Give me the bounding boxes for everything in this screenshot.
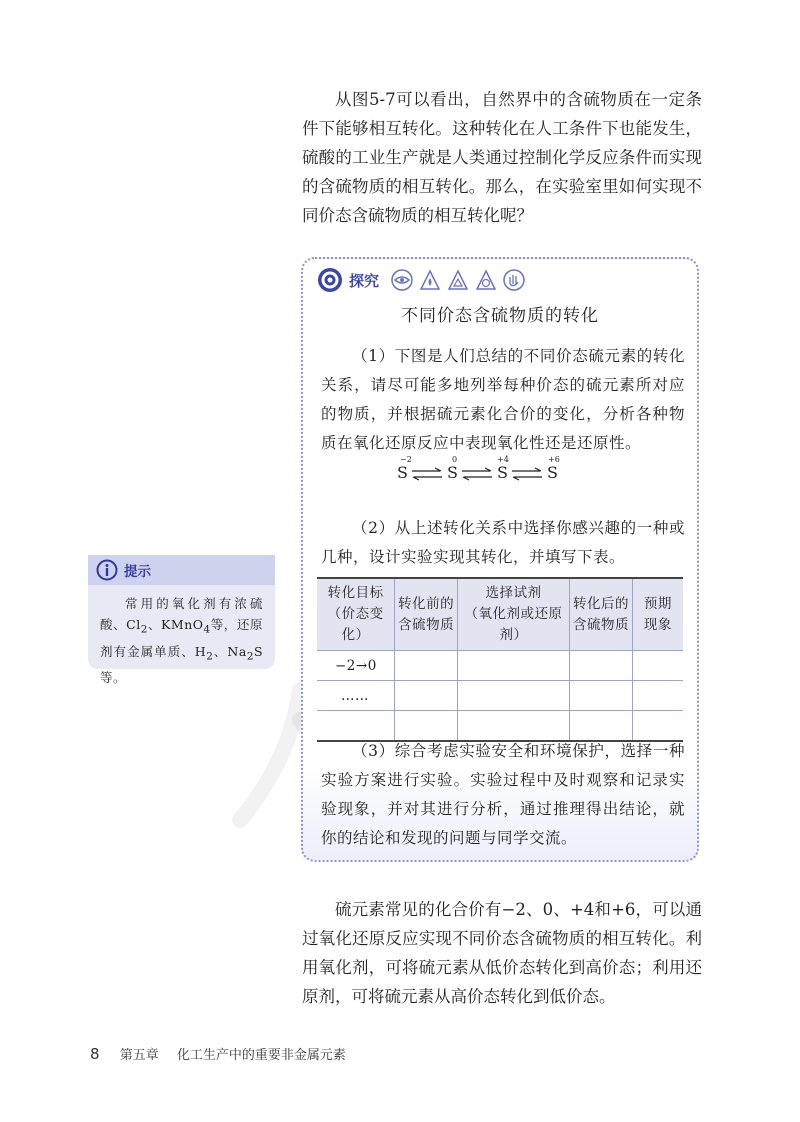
intro-paragraph: [302, 85, 702, 230]
sulfur-symbol: S: [397, 463, 408, 482]
page-number: 8: [90, 1045, 100, 1063]
header-reagent: 选择试剂 （氧化剂或还原剂）: [457, 578, 569, 651]
explore-title: 不同价态含硫物质的转化: [401, 306, 599, 326]
fire-hazard-icon: [447, 269, 469, 291]
sulfur-conversion-diagram: [397, 455, 567, 487]
step3-block: [321, 737, 685, 853]
table-row: [317, 681, 683, 711]
table-cell[interactable]: [457, 681, 569, 711]
info-icon: [96, 559, 118, 581]
valence-label: +4: [497, 455, 509, 464]
table-cell[interactable]: ……: [317, 681, 395, 711]
explore-header: [317, 267, 531, 293]
hint-text: 常用的氧化剂有浓硫酸、$Cl_2$、KMnO$_4$等，还原剂有金属单质、$H_2$、$Na_2S$等。: [100, 596, 264, 685]
ventilation-icon: [475, 269, 497, 291]
experiment-table: [317, 577, 683, 742]
summary-text: 硫元素常见的化合价有−2、0、+4和+6，可以通过氧化还原反应实现不同价态含硫物质的相互转化。利用氧化剂，可将硫元素从低价态转化到高价态；利用还原剂，可将硫元素从高价态转化到低价态。: [302, 900, 702, 1006]
step1-block: [321, 342, 685, 458]
hint-box: [88, 555, 275, 685]
page-footer: [90, 1044, 346, 1063]
step1-text: （1）下图是人们总结的不同价态硫元素的转化关系，请尽可能多地列举每种价态的硫元素所对应的物质，并根据硫元素化合价的变化，分析各种物质在氧化还原反应中表现氧化性还是还原性。: [321, 347, 685, 452]
table-cell[interactable]: −2→0: [317, 651, 395, 681]
table-cell[interactable]: [395, 651, 458, 681]
sulfur-symbol: S: [447, 463, 458, 482]
header-after: 转化后的 含硫物质: [570, 578, 633, 651]
sulfur-symbol: S: [547, 463, 558, 482]
table-cell[interactable]: [632, 681, 683, 711]
hand-washing-icon: [503, 269, 525, 291]
header-target: 转化目标 （价态变化）: [317, 578, 395, 651]
summary-paragraph: [302, 895, 702, 1011]
chapter-number: 第五章: [119, 1048, 159, 1063]
hint-label: 提示: [124, 564, 151, 580]
step3-text: （3）综合考虑实验安全和环境保护，选择一种实验方案进行实验。实验过程中及时观察和记录实验现象，并对其进行分析，通过推理得出结论，就你的结论和发现的问题与同学交流。: [321, 742, 685, 847]
table-header-row: [317, 578, 683, 651]
table-row: [317, 651, 683, 681]
header-before: 转化前的 含硫物质: [395, 578, 458, 651]
double-arrow-icon: [410, 467, 444, 481]
double-arrow-icon: [460, 467, 494, 481]
hint-header: [88, 555, 275, 585]
valence-label: 0: [452, 455, 458, 464]
heating-icon: [419, 269, 441, 291]
sulfur-symbol: S: [497, 463, 508, 482]
table-cell[interactable]: [457, 651, 569, 681]
table-cell[interactable]: [632, 651, 683, 681]
explore-box: [301, 257, 699, 862]
intro-text: 从图5-7可以看出，自然界中的含硫物质在一定条件下能够相互转化。这种转化在人工条件下也能发生，硫酸的工业生产就是人类通过控制化学反应条件而实现的含硫物质的相互转化。那么，在实验室里如何实现不同价态含硫物质的相互转化呢？: [302, 90, 702, 225]
target-icon: [317, 267, 343, 293]
header-phenomenon: 预期 现象: [632, 578, 683, 651]
step2-text: （2）从上述转化关系中选择你感兴趣的一种或几种，设计实验实现其转化，并填写下表。: [321, 519, 685, 566]
table-cell[interactable]: [570, 681, 633, 711]
step2-block: [321, 514, 685, 572]
table-cell[interactable]: [395, 681, 458, 711]
eye-protection-icon: [391, 269, 413, 291]
table-cell[interactable]: [570, 651, 633, 681]
explore-label: 探究: [349, 271, 380, 290]
chapter-title: 化工生产中的重要非金属元素: [176, 1048, 346, 1063]
double-arrow-icon: [510, 467, 544, 481]
valence-label: −2: [400, 455, 412, 464]
valence-label: +6: [548, 455, 560, 464]
